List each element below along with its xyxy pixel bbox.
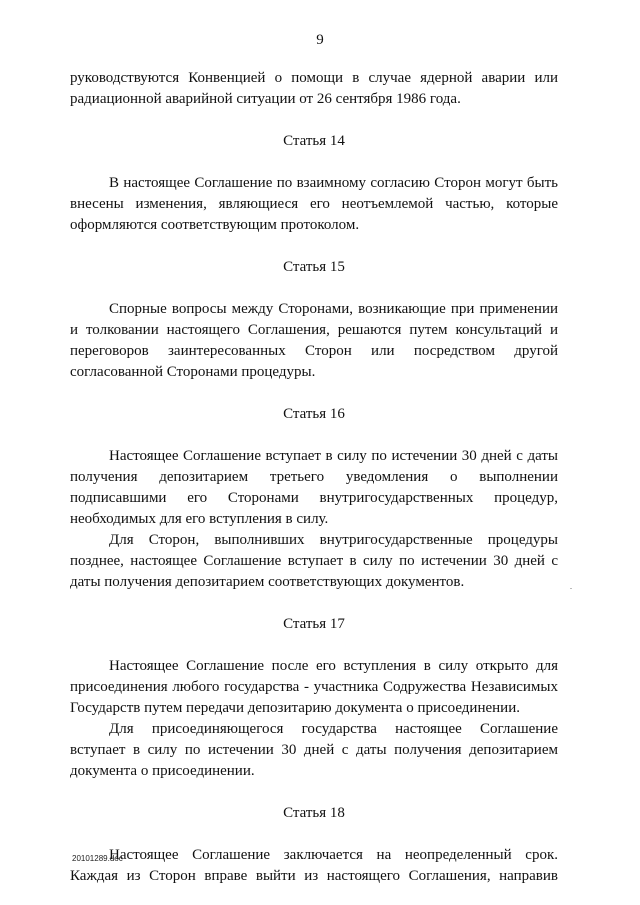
article-15-heading: Статья 15 xyxy=(283,259,345,275)
page-number: 9 xyxy=(316,32,324,48)
article-15-paragraph-1: Спорные вопросы между Сторонами, возникающие при применении и толковании настоящего Соглашения, решаются путем консультаций и переговоров заинтересованных Сторон или посредством другой согласованной Сторонами процедуры. xyxy=(70,301,558,380)
article-17-paragraph-2: Для присоединяющегося государства настоящее Соглашение вступает в силу по истечении 30 дней с даты получения депозитарием документа о присоединении. xyxy=(70,721,558,779)
article-18-paragraph-1: Настоящее Соглашение заключается на неопределенный срок. Каждая из Сторон вправе выйти из настоящего Соглашения, направив xyxy=(70,847,558,884)
scan-speck xyxy=(570,588,572,589)
article-16-paragraph-2: Для Сторон, выполнивших внутригосударственные процедуры позднее, настоящее Соглашение вступает в силу по истечении 30 дней с даты получения депозитарием соответствующих документов. xyxy=(70,532,558,590)
article-14-paragraph-1: В настоящее Соглашение по взаимному согласию Сторон могут быть внесены изменения, являющиеся его неотъемлемой частью, которые оформляются соответствующим протоколом. xyxy=(70,175,558,233)
continuation-line-1: руководствуются Конвенцией о помощи в случае ядерной аварии или xyxy=(70,70,558,86)
article-14-heading: Статья 14 xyxy=(283,133,345,149)
article-18-heading: Статья 18 xyxy=(283,805,345,821)
article-16-paragraph-1: Настоящее Соглашение вступает в силу по истечении 30 дней с даты получения депозитарием третьего уведомления о выполнении подписавшими его Сторонами внутригосударственных процедур, необходимых для его вступления в силу. xyxy=(70,448,558,527)
continuation-line-2: радиационной аварийной ситуации от 26 сентября 1986 года. xyxy=(70,91,461,107)
article-16-heading: Статья 16 xyxy=(283,406,345,422)
article-17-heading: Статья 17 xyxy=(283,616,345,632)
document-body xyxy=(70,68,558,887)
article-17-paragraph-1: Настоящее Соглашение после его вступления в силу открыто для присоединения любого государства - участника Содружества Независимых Государств путем передачи депозитарию документа о присоединении. xyxy=(70,658,558,716)
footer-filename: 20101289.doc xyxy=(72,854,123,863)
